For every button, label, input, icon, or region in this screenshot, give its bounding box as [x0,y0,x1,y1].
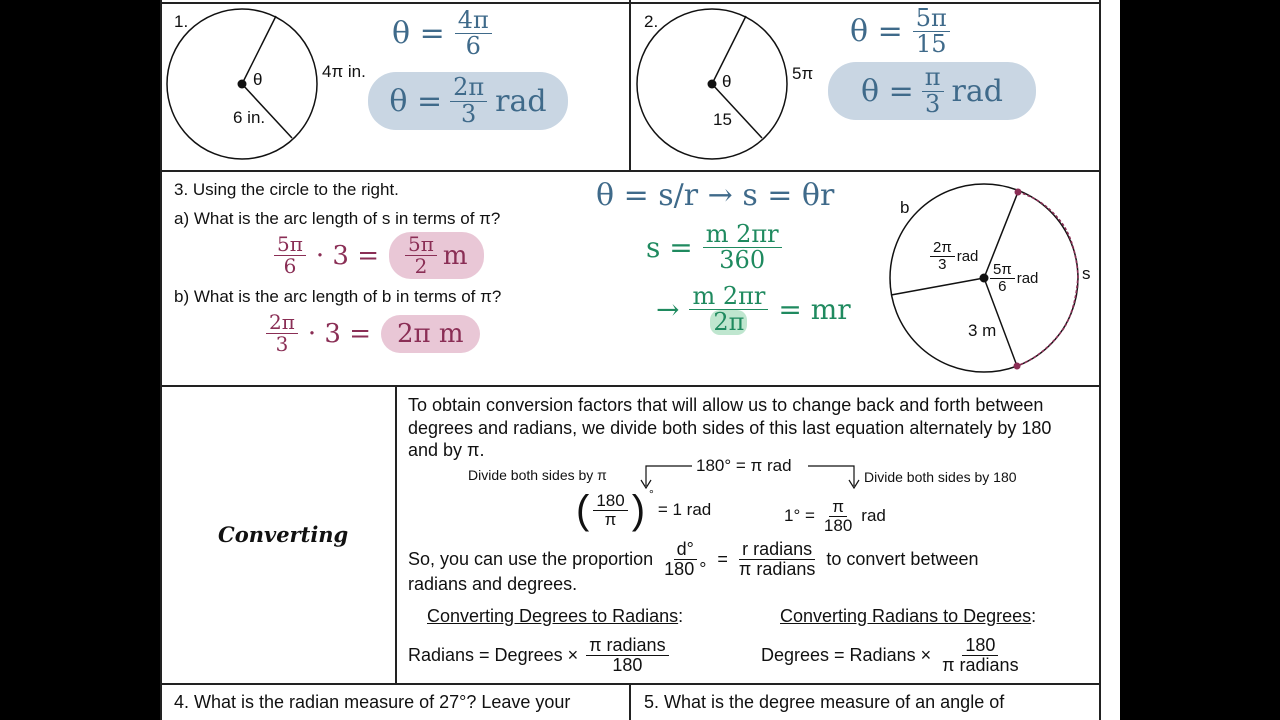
row-divider [160,385,1100,387]
question-a: a) What is the arc length of s in terms of π? [174,209,501,228]
problem-4-text: 4. What is the radian measure of 27°? Leave your [174,692,571,712]
answer-highlight: $\frac{5\pi}{2}$ m [389,232,484,279]
arc-label: 4π in. [322,62,366,81]
circle-diagram [878,176,1100,382]
angle-label-1: $\frac{2\pi}{3}$ rad [930,240,978,273]
arc-label: 5π [792,64,814,83]
answer-highlight: θ = $\frac{2\pi}{3}$ rad [368,72,568,130]
left-conversion: ( $\frac{180}{\pi}$ ) ° = 1 rad [576,487,712,532]
radius-label: 15 [713,110,732,129]
question-b: b) What is the arc length of b in terms of π? [174,287,502,306]
problem-prompt: 3. Using the circle to the right. [174,180,399,199]
answer-highlight: θ = $\frac{\pi}{3}$ rad [828,62,1036,120]
proportion-line: So, you can use the proportion $\frac{d^\circ}{180 ^\circ}$ = $\frac{\text{r radians}}{\text{π radians}}$ to convert between [408,539,979,579]
formula-step: s = $\frac{m 2\pi r}{360}$ [646,222,782,273]
label-b: b [900,198,910,217]
col-divider [629,683,631,720]
step-equation: θ = $\frac{4\pi}{6}$ [392,8,492,59]
formula-line: θ = s/r → s = θr [596,178,835,213]
section-label: Converting [218,522,349,547]
col-divider [395,385,397,683]
formula-step: → $\frac{m 2\pi r}{2\pi}$ = mr [656,282,851,337]
row-divider [160,170,1100,172]
circle-diagram [160,0,400,170]
work-a: $\frac{5\pi}{6}$ · 3 = $\frac{5\pi}{2}$ m [274,232,484,279]
radius-label: 6 in. [233,108,266,127]
problem-5-text: 5. What is the degree measure of an angle of [644,692,1005,712]
right-note: Divide both sides by 180 [864,469,1017,485]
intro-paragraph: To obtain conversion factors that will allow us to change back and forth between degrees and radians, we divide both sides of this last equation alternately by 180 and by π. [408,395,1052,460]
rad-to-deg-formula: Degrees = Radians × $\frac{180}{\text{π radians}}$ [761,635,1019,675]
proportion-line-cont: radians and degrees. [408,574,578,594]
angle-label-2: $\frac{5\pi}{6}$ rad [990,262,1038,295]
rad-to-deg-heading: Converting Radians to Degrees: [780,606,1037,626]
theta-label: θ [253,70,263,89]
right-conversion: 1° = $\frac{\pi}{180}$ rad [784,497,886,535]
deg-to-rad-formula: Radians = Degrees × $\frac{\text{π radians}}{180}$ [408,636,669,675]
step-equation: θ = $\frac{5\pi}{15}$ [850,6,950,57]
arrows [636,462,866,492]
theta-label: θ [722,72,732,91]
center-equation: 180° = π rad [696,456,792,475]
left-note: Divide both sides by π [468,467,607,483]
problem-number: 1. [174,12,189,31]
work-b: $\frac{2\pi}{3}$ · 3 = 2π m [266,312,480,355]
radius-label: 3 m [968,321,997,340]
worksheet-page [160,0,1120,720]
label-s: s [1082,264,1091,283]
deg-to-rad-heading: Converting Degrees to Radians: [427,606,684,626]
answer-highlight: 2π m [381,315,480,353]
problem-number: 2. [644,12,659,31]
